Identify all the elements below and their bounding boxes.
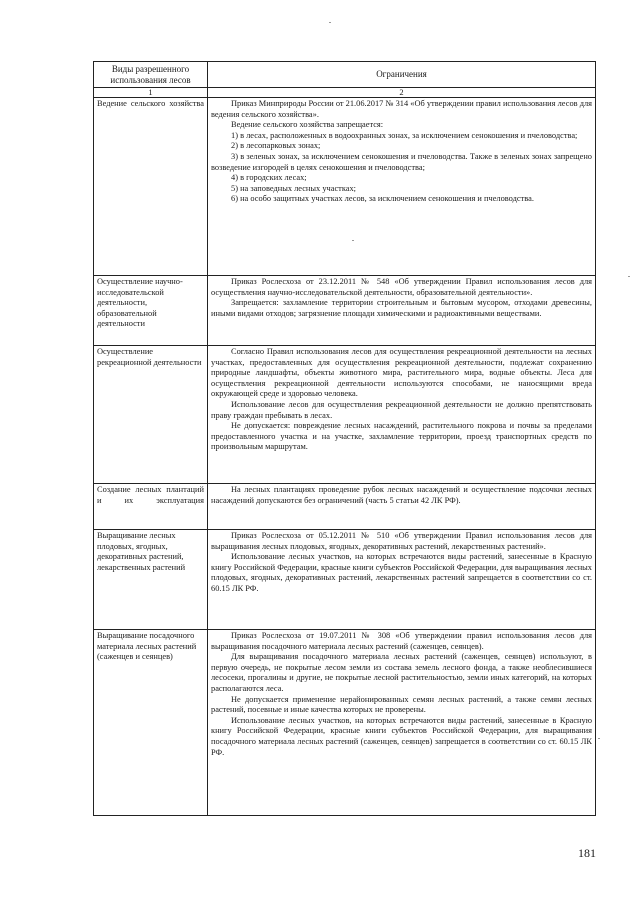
- restriction-paragraph: 6) на особо защитных участках лесов, за исключением сенокошения и пчеловодства.: [231, 194, 534, 204]
- restriction-paragraph: На лесных плантациях проведение рубок лесных насаждений и осуществление подсочки лесных насаждений допускаются без ограничений (часть 5 статьи 42 ЛК РФ).: [211, 485, 592, 505]
- table-row: [94, 484, 596, 530]
- restriction-paragraph: 3) в зеленых зонах, за исключением сенокошения и пчеловодства. Также в зеленых зонах запрещено возведение изгородей в целях сенокошения и пчеловодства;: [211, 151, 592, 172]
- scan-speck: [352, 240, 354, 241]
- restriction-paragraph: 2) в лесопарковых зонах;: [231, 141, 321, 151]
- restriction-cell: [208, 346, 596, 484]
- usage-kind-cell: Осуществление рекреационной деятельности: [94, 346, 208, 484]
- restriction-paragraph: Использование лесных участков, на которых встречаются виды растений, занесенные в Красную книгу Российской Федерации, красные книги субъектов Российской Федерации, для выращивания посадочного материала лесных растений (саженцев, сеянцев) запрещается в соответствии со ст. 60.15 ЛК РФ.: [211, 715, 592, 757]
- usage-kind-cell: Выращивание лесных плодовых, ягодных, декоративных растений, лекарственных растений: [94, 530, 208, 630]
- table-row: [94, 276, 596, 346]
- table-row: [94, 530, 596, 630]
- restriction-cell: [208, 530, 596, 630]
- usage-kind-cell: Создание лесных плантаций и их эксплуатация: [94, 484, 208, 530]
- restriction-paragraph: Согласно Правил использования лесов для осуществления рекреационной деятельности на лесных участках, предоставленных для осуществления рекреационной деятельности, подлежат сохранению природные ландшафты, объекты животного мира, растительного мира, водные объекты. Леса для осуществления рекреационной деятельности используются способами, не наносящими вреда окружающей среде и здоровью человека.: [211, 347, 592, 399]
- table-row: [94, 98, 596, 276]
- restriction-paragraph: Для выращивания посадочного материала лесных растений (саженцев, сеянцев) используют, в первую очередь, не покрытые лесом земли из состава земель лесного фонда, а также необлесившиеся лесосеки, прогалины и другие, не покрытые лесной растительностью, земли иных категорий, на которых располагаются леса.: [211, 652, 592, 693]
- restriction-cell: [208, 276, 596, 346]
- restriction-paragraph: Приказ Минприроды России от 21.06.2017 № 314 «Об утверждении правил использования лесов для ведения сельского хозяйства».: [211, 99, 592, 119]
- restriction-paragraph: Не допускается: повреждение лесных насаждений, растительного покрова и почвы за пределами предоставленного участка и на участке, захламление территории, проезд транспортных средств по произвольным маршрутам.: [211, 421, 592, 452]
- scan-speck: [598, 738, 600, 739]
- usage-kind-cell: Осуществление научно-исследовательской деятельности, образовательной деятельности: [94, 276, 208, 346]
- restriction-paragraph: Использование лесов для осуществления рекреационной деятельности не должно препятствовать праву граждан пребывать в лесах.: [211, 399, 592, 420]
- page-number: 181: [578, 846, 596, 860]
- scan-speck: [329, 22, 331, 23]
- restriction-paragraph: 1) в лесах, расположенных в водоохранных зонах, за исключением сенокошения и пчеловодства;: [231, 130, 578, 140]
- scan-speck: [628, 276, 630, 277]
- restriction-paragraph: Ведение сельского хозяйства запрещается:: [231, 120, 384, 130]
- table-row: [94, 346, 596, 484]
- usage-kind-cell: Выращивание посадочного материала лесных растений (саженцев и сеянцев): [94, 630, 208, 816]
- restriction-paragraph: Не допускается применение нерайонированных семян лесных растений, а также семян лесных растений, посевные и иные качества которых не проверены.: [211, 694, 592, 715]
- restriction-paragraph: Приказ Рослесхоза от 23.12.2011 № 548 «Об утверждении Правил использования лесов для осуществления научно-исследовательской деятельности, образовательной деятельности».: [211, 277, 592, 297]
- restriction-cell: [208, 484, 596, 530]
- table-row: [94, 630, 596, 816]
- table-header-row: [94, 62, 596, 88]
- header-usage-types: Виды разрешенного использования лесов: [94, 62, 208, 88]
- restriction-paragraph: 5) на заповедных лесных участках;: [231, 183, 356, 193]
- restriction-paragraph: Приказ Рослесхоза от 19.07.2011 № 308 «Об утверждении правил использования лесов для выращивания посадочного материала лесных растений (саженцев, сеянцев).: [211, 631, 592, 651]
- usage-kind-cell: Ведение сельского хозяйства: [94, 98, 208, 276]
- column-number-2: 2: [208, 88, 596, 98]
- restriction-paragraph: Использование лесных участков, на которых встречаются виды растений, занесенные в Красную книгу Российской Федерации, красные книги субъектов Российской Федерации, для выращивания лесных плодовых, ягодных, декоративных растений, лекарственных растений запрещается в соответствии со ст. 60.15 ЛК РФ.: [211, 552, 592, 593]
- column-number-1: 1: [94, 88, 208, 98]
- restriction-cell: [208, 98, 596, 276]
- header-restrictions: Ограничения: [208, 62, 596, 88]
- restriction-paragraph: Приказ Рослесхоза от 05.12.2011 № 510 «Об утверждении Правил использования лесов для выращивания лесных плодовых, ягодных, декоративных растений, лекарственных растений».: [211, 531, 592, 551]
- column-number-row: [94, 88, 596, 98]
- restrictions-table: [93, 61, 596, 816]
- restriction-paragraph: Запрещается: захламление территории строительным и бытовым мусором, отходами древесины, иными видами отходов; загрязнение площади химическими и радиоактивными веществами.: [211, 298, 592, 318]
- restriction-cell: [208, 630, 596, 816]
- restriction-paragraph: 4) в городских лесах;: [231, 173, 307, 183]
